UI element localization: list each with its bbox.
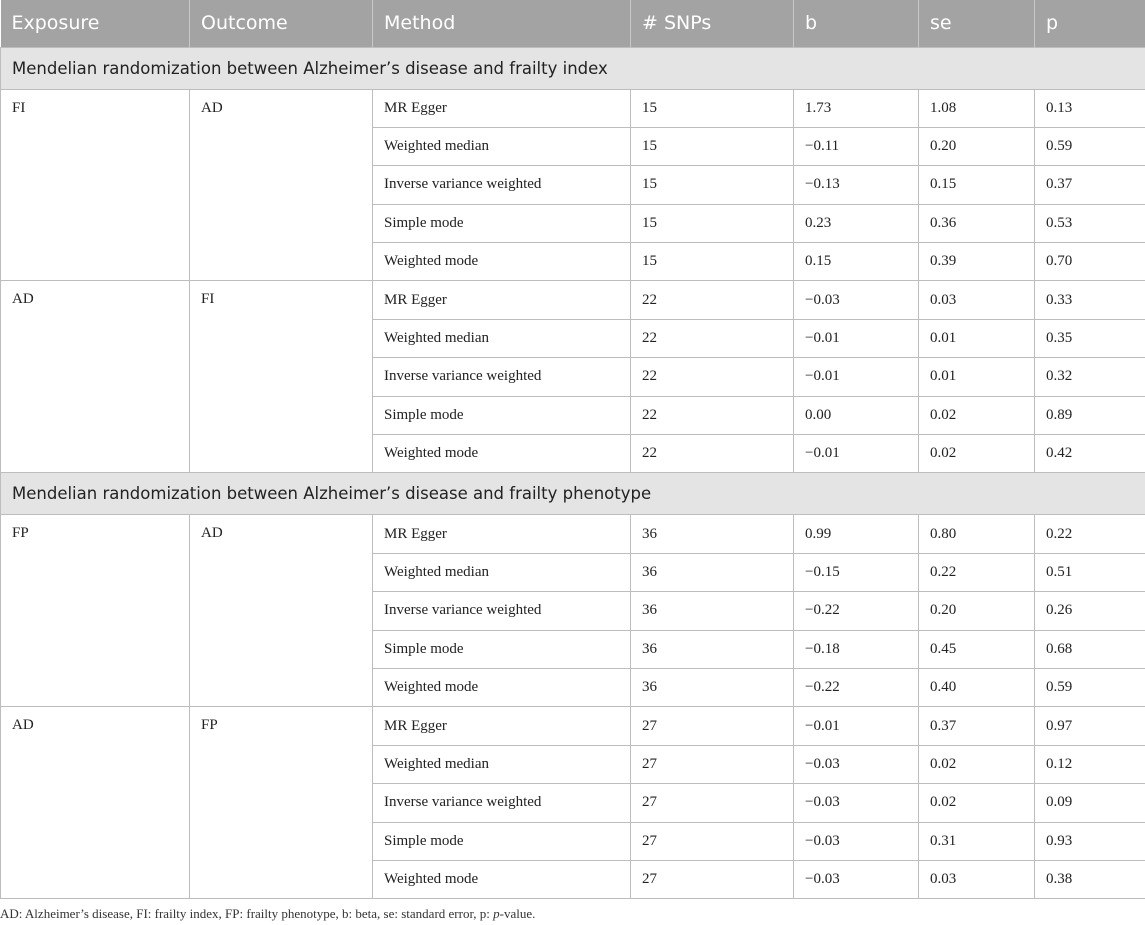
p-cell: 0.37: [1035, 166, 1145, 204]
header-row: [1, 0, 1145, 47]
table-footnote: [0, 906, 535, 922]
se-cell: 0.36: [919, 204, 1035, 242]
method-cell: MR Egger: [373, 281, 631, 319]
se-cell: 0.22: [919, 553, 1035, 591]
p-cell: 0.09: [1035, 784, 1145, 822]
snps-cell: 27: [631, 707, 794, 745]
table-row: [1, 281, 1145, 319]
se-cell: 0.20: [919, 592, 1035, 630]
b-cell: −0.03: [794, 860, 919, 898]
p-cell: 0.97: [1035, 707, 1145, 745]
header-p: p: [1035, 0, 1145, 47]
p-cell: 0.33: [1035, 281, 1145, 319]
snps-cell: 36: [631, 515, 794, 553]
se-cell: 0.02: [919, 784, 1035, 822]
b-cell: −0.03: [794, 822, 919, 860]
header-exposure: Exposure: [1, 0, 190, 47]
b-cell: 0.99: [794, 515, 919, 553]
section-row: [1, 473, 1145, 515]
p-cell: 0.38: [1035, 860, 1145, 898]
snps-cell: 36: [631, 668, 794, 706]
outcome-cell: FI: [190, 281, 373, 473]
snps-cell: 15: [631, 243, 794, 281]
b-cell: −0.22: [794, 592, 919, 630]
footnote-italic: p: [493, 906, 500, 921]
b-cell: 0.23: [794, 204, 919, 242]
b-cell: −0.03: [794, 281, 919, 319]
section-title: Mendelian randomization between Alzheimer’s disease and frailty index: [1, 47, 1145, 89]
snps-cell: 22: [631, 396, 794, 434]
exposure-cell: AD: [1, 281, 190, 473]
p-cell: 0.42: [1035, 435, 1145, 473]
se-cell: 0.20: [919, 127, 1035, 165]
se-cell: 1.08: [919, 89, 1035, 127]
p-cell: 0.13: [1035, 89, 1145, 127]
method-cell: Simple mode: [373, 396, 631, 434]
method-cell: Weighted median: [373, 745, 631, 783]
b-cell: 1.73: [794, 89, 919, 127]
b-cell: −0.01: [794, 707, 919, 745]
method-cell: Weighted mode: [373, 668, 631, 706]
method-cell: Simple mode: [373, 630, 631, 668]
b-cell: −0.13: [794, 166, 919, 204]
p-cell: 0.32: [1035, 358, 1145, 396]
p-cell: 0.26: [1035, 592, 1145, 630]
se-cell: 0.02: [919, 745, 1035, 783]
section-title: Mendelian randomization between Alzheimer’s disease and frailty phenotype: [1, 473, 1145, 515]
se-cell: 0.15: [919, 166, 1035, 204]
b-cell: −0.15: [794, 553, 919, 591]
header-method: Method: [373, 0, 631, 47]
b-cell: −0.01: [794, 435, 919, 473]
p-cell: 0.22: [1035, 515, 1145, 553]
snps-cell: 22: [631, 319, 794, 357]
method-cell: Inverse variance weighted: [373, 166, 631, 204]
method-cell: Simple mode: [373, 204, 631, 242]
se-cell: 0.03: [919, 860, 1035, 898]
snps-cell: 22: [631, 435, 794, 473]
se-cell: 0.37: [919, 707, 1035, 745]
method-cell: Weighted median: [373, 553, 631, 591]
header-se: se: [919, 0, 1035, 47]
method-cell: Inverse variance weighted: [373, 358, 631, 396]
b-cell: −0.01: [794, 358, 919, 396]
table-header: [1, 0, 1145, 47]
table-row: [1, 515, 1145, 553]
exposure-cell: FI: [1, 89, 190, 281]
b-cell: −0.01: [794, 319, 919, 357]
p-cell: 0.93: [1035, 822, 1145, 860]
se-cell: 0.02: [919, 396, 1035, 434]
snps-cell: 36: [631, 553, 794, 591]
method-cell: Weighted mode: [373, 435, 631, 473]
table-body: [1, 47, 1145, 899]
method-cell: Weighted median: [373, 319, 631, 357]
snps-cell: 27: [631, 822, 794, 860]
method-cell: Inverse variance weighted: [373, 592, 631, 630]
exposure-cell: AD: [1, 707, 190, 899]
snps-cell: 27: [631, 745, 794, 783]
b-cell: −0.11: [794, 127, 919, 165]
b-cell: −0.22: [794, 668, 919, 706]
se-cell: 0.03: [919, 281, 1035, 319]
se-cell: 0.39: [919, 243, 1035, 281]
snps-cell: 15: [631, 127, 794, 165]
section-row: [1, 47, 1145, 89]
method-cell: MR Egger: [373, 707, 631, 745]
p-cell: 0.70: [1035, 243, 1145, 281]
b-cell: −0.03: [794, 745, 919, 783]
snps-cell: 27: [631, 860, 794, 898]
method-cell: MR Egger: [373, 515, 631, 553]
header-b: b: [794, 0, 919, 47]
outcome-cell: AD: [190, 515, 373, 707]
header-outcome: Outcome: [190, 0, 373, 47]
snps-cell: 22: [631, 358, 794, 396]
snps-cell: 15: [631, 89, 794, 127]
snps-cell: 15: [631, 166, 794, 204]
b-cell: 0.15: [794, 243, 919, 281]
p-cell: 0.51: [1035, 553, 1145, 591]
method-cell: Inverse variance weighted: [373, 784, 631, 822]
p-cell: 0.68: [1035, 630, 1145, 668]
snps-cell: 36: [631, 630, 794, 668]
snps-cell: 22: [631, 281, 794, 319]
method-cell: Weighted mode: [373, 860, 631, 898]
exposure-cell: FP: [1, 515, 190, 707]
header-snps: # SNPs: [631, 0, 794, 47]
snps-cell: 15: [631, 204, 794, 242]
p-cell: 0.59: [1035, 127, 1145, 165]
footnote-tail: -value.: [499, 906, 536, 921]
b-cell: −0.18: [794, 630, 919, 668]
p-cell: 0.12: [1035, 745, 1145, 783]
snps-cell: 36: [631, 592, 794, 630]
footnote-text: AD: Alzheimer’s disease, FI: frailty index, FP: frailty phenotype, b: beta, se: standard error, p:: [0, 906, 494, 921]
b-cell: 0.00: [794, 396, 919, 434]
se-cell: 0.45: [919, 630, 1035, 668]
p-cell: 0.53: [1035, 204, 1145, 242]
method-cell: Simple mode: [373, 822, 631, 860]
se-cell: 0.02: [919, 435, 1035, 473]
outcome-cell: AD: [190, 89, 373, 281]
se-cell: 0.80: [919, 515, 1035, 553]
outcome-cell: FP: [190, 707, 373, 899]
se-cell: 0.31: [919, 822, 1035, 860]
se-cell: 0.40: [919, 668, 1035, 706]
method-cell: Weighted mode: [373, 243, 631, 281]
method-cell: Weighted median: [373, 127, 631, 165]
snps-cell: 27: [631, 784, 794, 822]
b-cell: −0.03: [794, 784, 919, 822]
p-cell: 0.89: [1035, 396, 1145, 434]
se-cell: 0.01: [919, 358, 1035, 396]
p-cell: 0.59: [1035, 668, 1145, 706]
method-cell: MR Egger: [373, 89, 631, 127]
table-row: [1, 707, 1145, 745]
p-cell: 0.35: [1035, 319, 1145, 357]
table-row: [1, 89, 1145, 127]
se-cell: 0.01: [919, 319, 1035, 357]
